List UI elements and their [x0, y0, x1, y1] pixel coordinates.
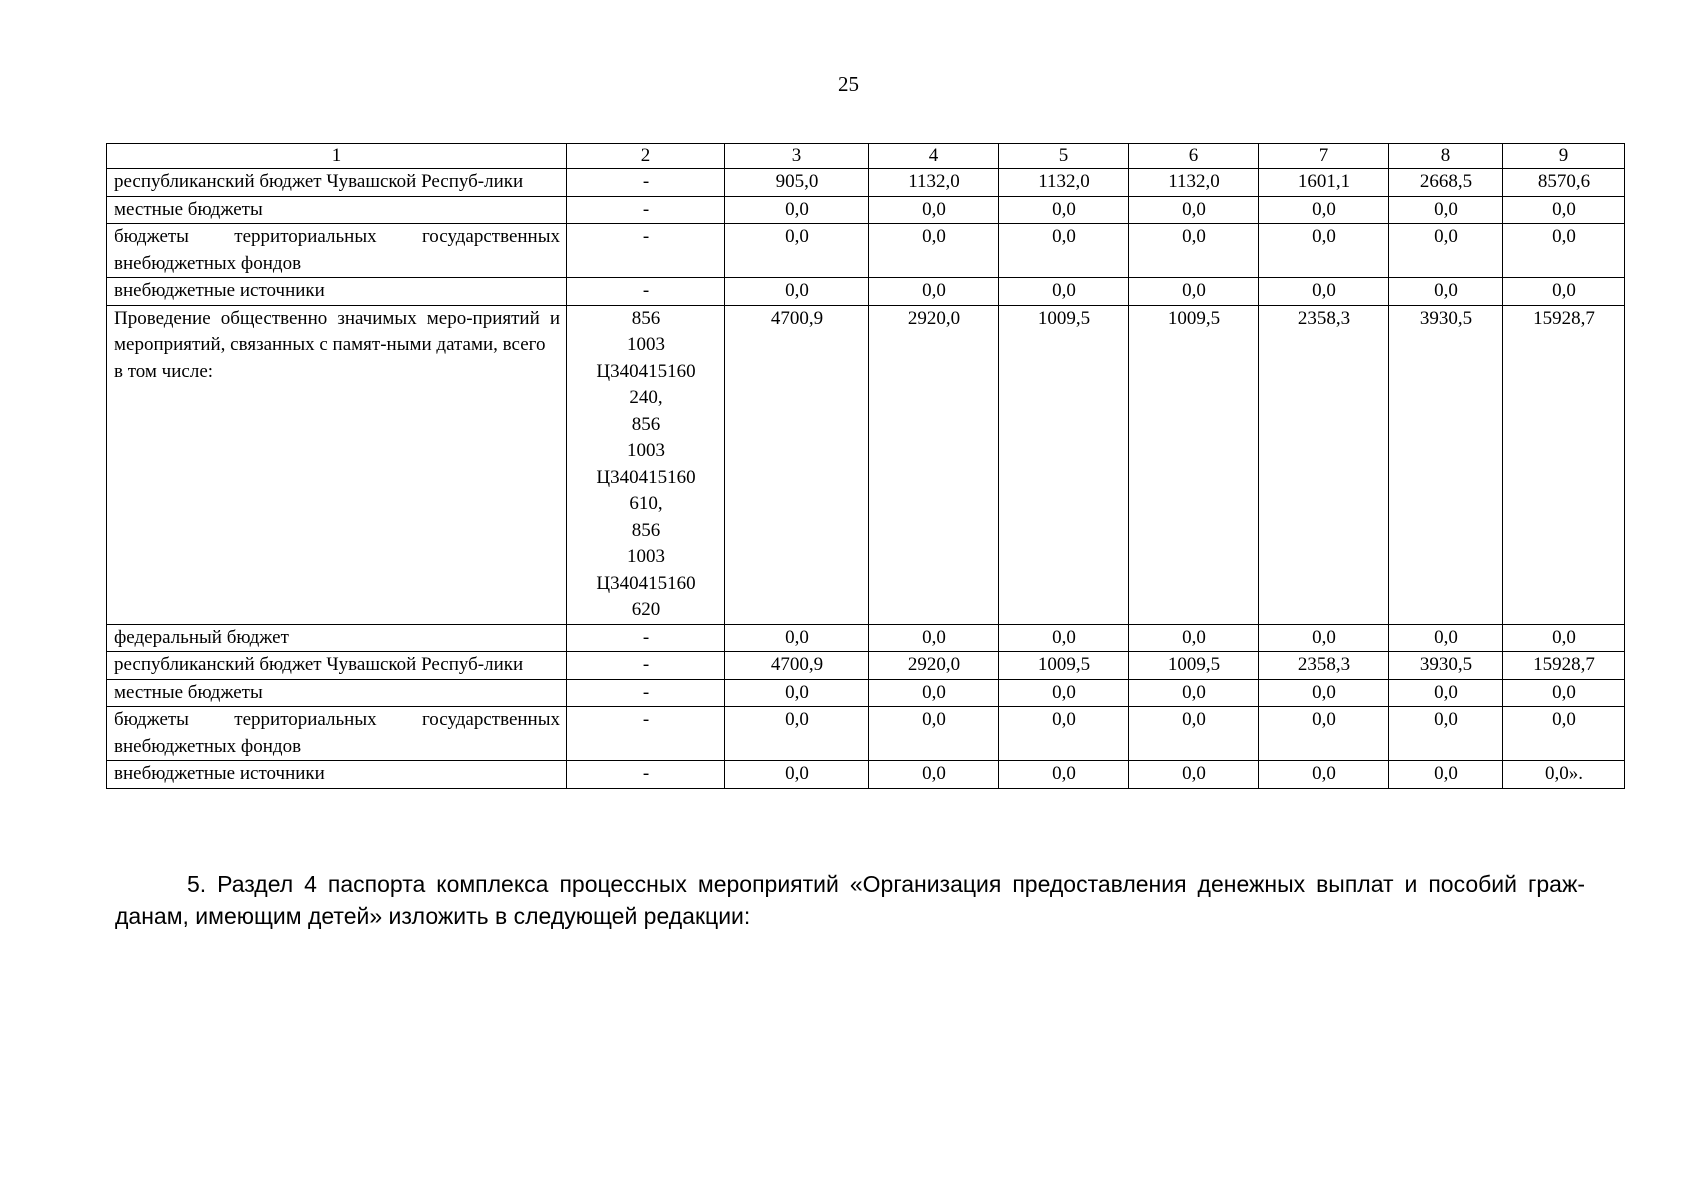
value-col-7: 2358,3: [1259, 305, 1389, 624]
table-row: [107, 224, 1625, 278]
value-col-8: 0,0: [1389, 679, 1503, 707]
row-label-line: Проведение общественно значимых меро-приятий и мероприятий, связанных с памят-ными датами, всего: [114, 307, 560, 355]
value-col-8: 0,0: [1389, 624, 1503, 652]
value-col-4: 0,0: [869, 679, 999, 707]
value-col-7: 0,0: [1259, 224, 1389, 278]
value-col-4: 0,0: [869, 196, 999, 224]
budget-table: [106, 143, 1625, 789]
column-header-7: 7: [1259, 144, 1389, 169]
value-col-4: 0,0: [869, 761, 999, 789]
row-label: [107, 652, 567, 680]
value-col-5: 1009,5: [999, 652, 1129, 680]
code-line: -: [642, 226, 650, 247]
page-number: 25: [838, 72, 859, 96]
value-col-9: 0,0: [1503, 707, 1625, 761]
value-col-5: 0,0: [999, 707, 1129, 761]
code-line: Ц340415160: [596, 360, 696, 382]
row-label: [107, 278, 567, 306]
table-row: [107, 707, 1625, 761]
code-line: 620: [631, 599, 661, 620]
column-header-2: 2: [567, 144, 725, 169]
value-col-4: 0,0: [869, 707, 999, 761]
value-col-6: 0,0: [1129, 624, 1259, 652]
value-col-6: 0,0: [1129, 196, 1259, 224]
value-col-5: 0,0: [999, 624, 1129, 652]
value-col-8: 0,0: [1389, 196, 1503, 224]
code-line: 610,: [629, 493, 663, 514]
value-col-9: 15928,7: [1503, 305, 1625, 624]
value-col-8: 3930,5: [1389, 305, 1503, 624]
row-label: [107, 305, 567, 624]
body-paragraph: 5. Раздел 4 паспорта комплекса процессных мероприятий «Организация предоставления денежных выплат и пособий граж-данам, имеющим детей» изложить в следующей редакции:: [115, 871, 1585, 929]
row-label-line: внебюджетные источники: [114, 763, 325, 784]
value-col-4: 1132,0: [869, 169, 999, 197]
code-line: -: [642, 626, 650, 648]
value-col-7: 0,0: [1259, 196, 1389, 224]
table-header-row: [107, 144, 1625, 169]
value-col-5: 0,0: [999, 761, 1129, 789]
row-label-line: местные бюджеты: [114, 198, 263, 220]
code-line: 856: [631, 413, 661, 435]
row-label: [107, 224, 567, 278]
value-col-6: 1009,5: [1129, 305, 1259, 624]
row-label: [107, 196, 567, 224]
code-line: -: [642, 681, 650, 703]
value-col-9: 15928,7: [1503, 652, 1625, 680]
code-line: 856: [631, 519, 661, 541]
column-header-3: 3: [725, 144, 869, 169]
code-line: 1003: [627, 334, 665, 355]
value-col-8: 0,0: [1389, 224, 1503, 278]
code-line: 1003: [627, 440, 665, 461]
column-header-5: 5: [999, 144, 1129, 169]
value-col-8: 0,0: [1389, 707, 1503, 761]
code-line: 1003: [627, 546, 665, 567]
table-row: [107, 624, 1625, 652]
code-line: 856: [631, 307, 661, 329]
value-col-3: 0,0: [725, 278, 869, 306]
value-col-7: 2358,3: [1259, 652, 1389, 680]
code-line: Ц340415160: [596, 466, 696, 488]
row-label: [107, 679, 567, 707]
row-label: [107, 624, 567, 652]
value-col-4: 2920,0: [869, 652, 999, 680]
value-col-3: 0,0: [725, 624, 869, 652]
value-col-6: 0,0: [1129, 707, 1259, 761]
table-row: [107, 679, 1625, 707]
value-col-5: 1132,0: [999, 169, 1129, 197]
value-col-4: 0,0: [869, 624, 999, 652]
value-col-7: 1601,1: [1259, 169, 1389, 197]
column-header-8: 8: [1389, 144, 1503, 169]
row-code: [567, 305, 725, 624]
row-label-line: федеральный бюджет: [114, 626, 289, 648]
code-line: -: [642, 171, 650, 192]
value-col-9: 0,0: [1503, 679, 1625, 707]
column-header-9: 9: [1503, 144, 1625, 169]
value-col-8: 2668,5: [1389, 169, 1503, 197]
value-col-5: 0,0: [999, 679, 1129, 707]
table-row: [107, 196, 1625, 224]
table-row: [107, 169, 1625, 197]
value-col-3: 0,0: [725, 679, 869, 707]
value-col-5: 1009,5: [999, 305, 1129, 624]
code-line: -: [642, 654, 650, 675]
code-line: -: [642, 763, 650, 784]
value-col-9: 0,0: [1503, 624, 1625, 652]
value-col-6: 1132,0: [1129, 169, 1259, 197]
code-line: -: [642, 709, 650, 730]
value-col-6: 0,0: [1129, 679, 1259, 707]
value-col-5: 0,0: [999, 196, 1129, 224]
value-col-4: 0,0: [869, 278, 999, 306]
code-line: -: [642, 198, 650, 220]
value-col-9: 0,0: [1503, 224, 1625, 278]
value-col-3: 0,0: [725, 707, 869, 761]
table-row: [107, 761, 1625, 789]
value-col-3: 0,0: [725, 761, 869, 789]
value-col-6: 0,0: [1129, 761, 1259, 789]
table-row: [107, 652, 1625, 680]
row-label-line: республиканский бюджет Чувашской Респуб-лики: [114, 171, 524, 192]
value-col-7: 0,0: [1259, 761, 1389, 789]
value-col-3: 0,0: [725, 224, 869, 278]
row-label: [107, 169, 567, 197]
value-col-7: 0,0: [1259, 278, 1389, 306]
column-header-4: 4: [869, 144, 999, 169]
row-label-line: республиканский бюджет Чувашской Респуб-лики: [114, 654, 524, 675]
value-col-6: 0,0: [1129, 278, 1259, 306]
table-body: [107, 169, 1625, 789]
column-header-1: 1: [107, 144, 567, 169]
row-code: [567, 224, 725, 278]
row-code: [567, 196, 725, 224]
value-col-9: 0,0: [1503, 278, 1625, 306]
value-col-4: 2920,0: [869, 305, 999, 624]
row-label: [107, 761, 567, 789]
value-col-6: 0,0: [1129, 224, 1259, 278]
row-code: [567, 624, 725, 652]
value-col-8: 0,0: [1389, 761, 1503, 789]
row-code: [567, 169, 725, 197]
value-col-6: 1009,5: [1129, 652, 1259, 680]
value-col-8: 3930,5: [1389, 652, 1503, 680]
value-col-3: 4700,9: [725, 305, 869, 624]
row-label-line: в том числе:: [114, 360, 214, 382]
value-col-9: 8570,6: [1503, 169, 1625, 197]
code-line: 240,: [629, 387, 663, 408]
column-header-6: 6: [1129, 144, 1259, 169]
value-col-9: 0,0».: [1503, 761, 1625, 789]
value-col-9: 0,0: [1503, 196, 1625, 224]
value-col-3: 4700,9: [725, 652, 869, 680]
table-row: [107, 305, 1625, 624]
row-code: [567, 278, 725, 306]
value-col-7: 0,0: [1259, 624, 1389, 652]
row-code: [567, 707, 725, 761]
table-row: [107, 278, 1625, 306]
code-line: -: [642, 280, 650, 301]
value-col-8: 0,0: [1389, 278, 1503, 306]
value-col-3: 905,0: [725, 169, 869, 197]
row-label-line: бюджеты территориальных государственных внебюджетных фондов: [114, 709, 560, 757]
value-col-7: 0,0: [1259, 679, 1389, 707]
value-col-4: 0,0: [869, 224, 999, 278]
row-code: [567, 761, 725, 789]
value-col-5: 0,0: [999, 224, 1129, 278]
row-label: [107, 707, 567, 761]
value-col-3: 0,0: [725, 196, 869, 224]
row-label-line: внебюджетные источники: [114, 280, 325, 301]
value-col-7: 0,0: [1259, 707, 1389, 761]
row-label-line: местные бюджеты: [114, 681, 263, 703]
code-line: Ц340415160: [596, 572, 696, 594]
row-code: [567, 679, 725, 707]
row-label-line: бюджеты территориальных государственных внебюджетных фондов: [114, 226, 560, 274]
value-col-5: 0,0: [999, 278, 1129, 306]
row-code: [567, 652, 725, 680]
